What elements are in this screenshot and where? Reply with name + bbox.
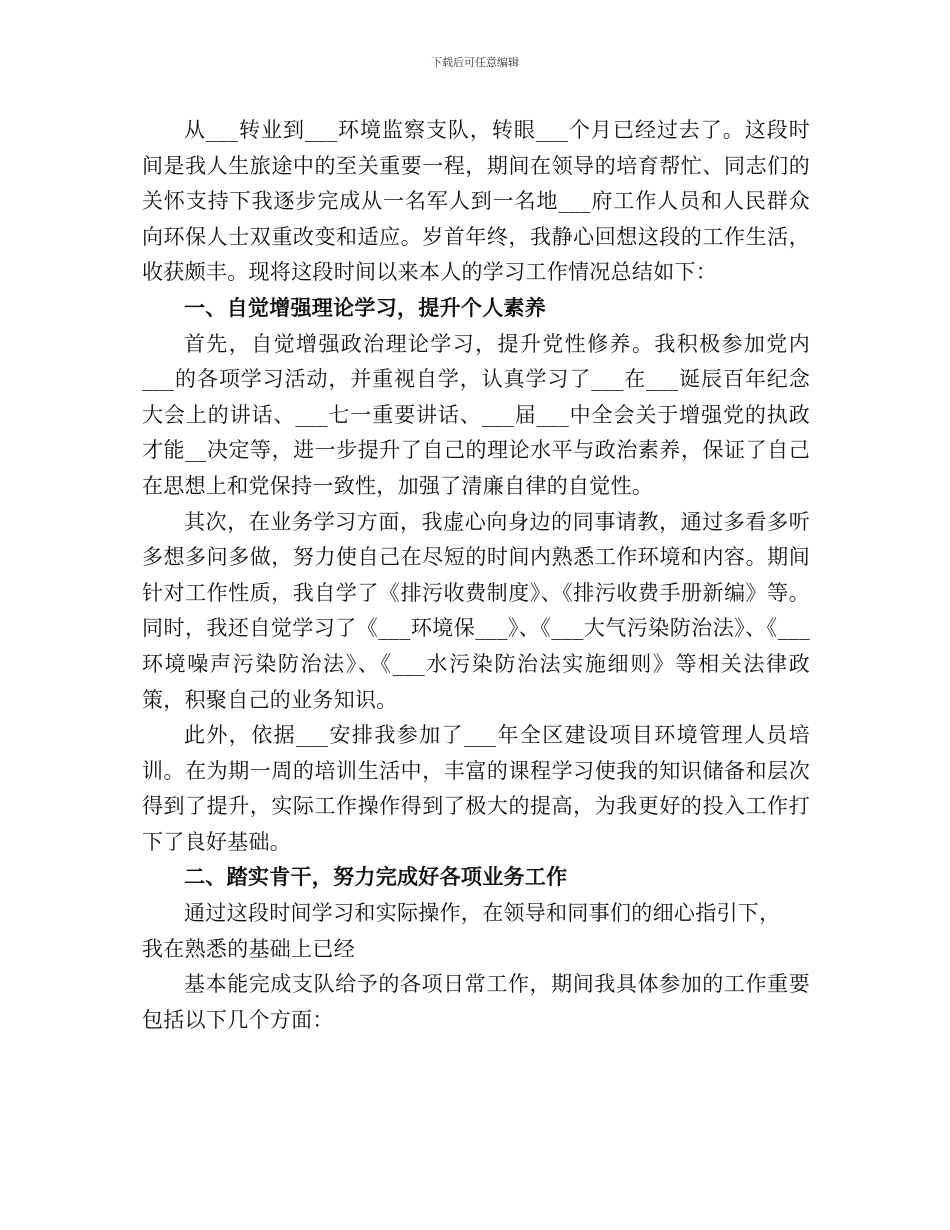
paragraph-training: 此外，依据___安排我参加了___年全区建设项目环境管理人员培训。在为期一周的培训生活中，丰富的课程学习使我的知识储备和层次得到了提升，实际工作操作得到了极大的提高，为我更好的投入工作打下了良好基础。 bbox=[142, 723, 810, 854]
paragraph-practice-continued: 我在熟悉的基础上已经 bbox=[142, 936, 355, 961]
page-header-note: 下载后可任意编辑 bbox=[431, 56, 519, 69]
section-heading-1: 一、自觉增强理论学习，提升个人素养 bbox=[184, 295, 547, 320]
section-heading-2: 二、踏实肯干，努力完成好各项业务工作 bbox=[184, 865, 568, 890]
paragraph-theory-study: 首先，自觉增强政治理论学习，提升党性修养。我积极参加党内___的各项学习活动，并重视自学，认真学习了___在___诞辰百年纪念大会上的讲话、___七一重要讲话、___届___中全会关于增强党的执政才能__决定等，进一步提升了自己的理论水平与政治素养，保证了自己在思想上和党保持一致性，加强了清廉自律的自觉性。 bbox=[142, 331, 810, 498]
intro-paragraph: 从___转业到___环境监察支队，转眼___个月已经过去了。这段时间是我人生旅途中的至关重要一程，期间在领导的培育帮忙、同志们的关怀支持下我逐步完成从一名军人到一名地___府工作人员和人民群众向环保人士双重改变和适应。岁首年终，我静心回想这段的工作生活，收获颇丰。现将这段时间以来本人的学习工作情况总结如下： bbox=[142, 118, 810, 285]
paragraph-daily-work: 基本能完成支队给予的各项日常工作，期间我具体参加的工作重要包括以下几个方面： bbox=[142, 972, 810, 1032]
document-body bbox=[142, 113, 810, 1038]
paragraph-business-study: 其次，在业务学习方面，我虚心向身边的同事请教，通过多看多听多想多问多做，努力使自己在尽短的时间内熟悉工作环境和内容。期间针对工作性质，我自学了《排污收费制度》、《排污收费手册新编》等。同时，我还自觉学习了《___环境保___》、《___大气污染防治法》、《___环境噪声污染防治法》、《___水污染防治法实施细则》等相关法律政策，积聚自己的业务知识。 bbox=[142, 509, 810, 712]
paragraph-practice: 通过这段时间学习和实际操作，在领导和同事们的细心指引下， bbox=[184, 901, 781, 926]
